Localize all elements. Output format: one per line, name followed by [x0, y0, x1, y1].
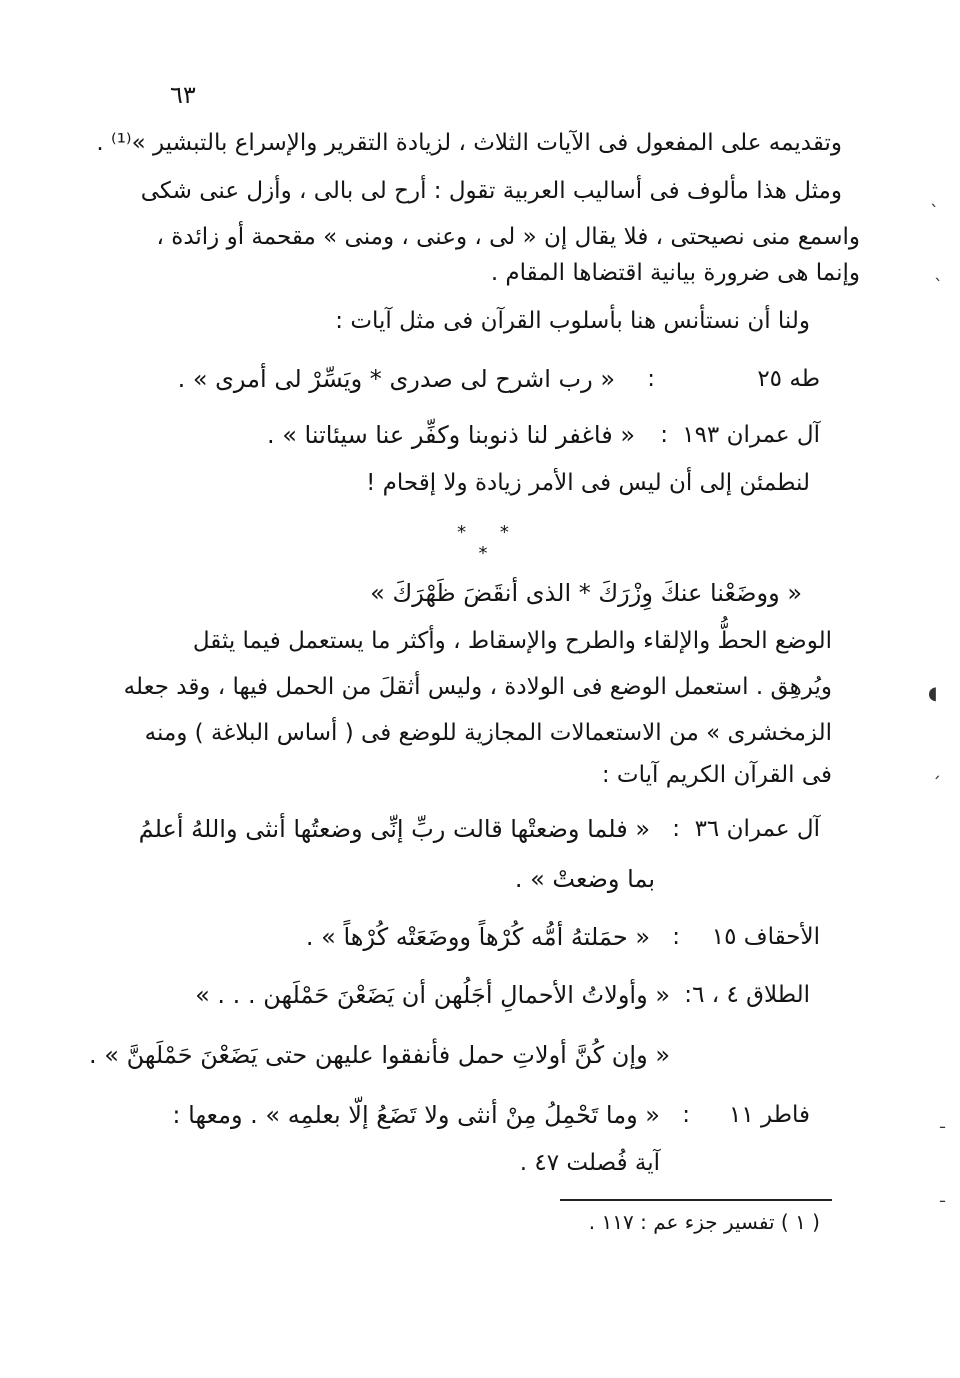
- margin-mark: ◖: [928, 683, 938, 704]
- margin-mark: ˎ: [930, 187, 939, 208]
- citation-verse-continuation: « وإن كُنَّ أولاتِ حمل فأنفقوا عليهن حتى يَضَعْنَ حَمْلَهنَّ » .: [89, 1041, 670, 1069]
- citation-ref: فاطر ١١: [728, 1102, 810, 1128]
- citation-separator: :: [672, 816, 680, 842]
- citation-verse-continuation: بما وضعتْ » .: [514, 865, 655, 893]
- citation-separator: :: [647, 366, 655, 392]
- body-line-9: فى القرآن الكريم آيات :: [601, 762, 832, 788]
- body-line-6: الوضع الحطُّ والإلقاء والطرح والإسقاط ، وأكثر ما يستعمل فيما يثقل: [192, 628, 832, 654]
- margin-mark: ˍ: [938, 1109, 947, 1130]
- citation-verse: « فاغفر لنا ذنوبنا وكفِّر عنا سيئاتنا » .: [266, 421, 635, 449]
- body-line-8: الزمخشرى » من الاستعمالات المجازية للوضع فى ( أساس البلاغة ) ومنه: [144, 720, 832, 746]
- verse-heading: « ووضَعْنا عنكَ وِزْرَكَ * الذى أنقَضَ ظَهْرَكَ »: [370, 579, 802, 607]
- citation-verse: « فلما وضعتْها قالت ربِّ إنِّى وضعتُها أنثى واللهُ أعلمُ: [138, 815, 650, 843]
- citation-separator: :: [682, 1102, 690, 1128]
- page-number: ٦٣: [170, 81, 196, 109]
- citation-verse-continuation: آية فُصلت ٤٧ .: [519, 1150, 660, 1176]
- citation-ref: الطلاق ٤ ، ٦: [692, 982, 810, 1008]
- conclusion-line: لنطمئن إلى أن ليس فى الأمر زيادة ولا إقحام !: [366, 470, 810, 496]
- body-line-5: ولنا أن نستأنس هنا بأسلوب القرآن فى مثل آيات :: [335, 308, 810, 334]
- citation-ref: آل عمران ٣٦: [694, 816, 820, 842]
- body-line-1: وتقديمه على المفعول فى الآيات الثلاث ، لزيادة التقرير والإسراع بالتبشير »⁽¹⁾ .: [96, 130, 842, 156]
- body-line-2: ومثل هذا مألوف فى أساليب العربية تقول : أرح لى بالى ، وأزل عنى شكى: [140, 178, 842, 204]
- citation-ref: طه ٢٥: [757, 366, 820, 392]
- citation-separator: :: [684, 982, 692, 1008]
- citation-separator: :: [672, 924, 680, 950]
- citation-verse: « وما تَحْمِلُ مِنْ أنثى ولا تَضَعُ إلّا بعلمِه » . ومعها :: [172, 1101, 660, 1129]
- citation-verse: « وأولاتُ الأحمالِ أجَلُهن أن يَضَعْنَ حَمْلَهن . . . »: [195, 981, 670, 1009]
- body-line-7: ويُرهِق . استعمل الوضع فى الولادة ، وليس أثقلَ من الحمل فيها ، وقد جعله: [123, 674, 832, 700]
- section-separator: * * *: [457, 522, 523, 564]
- citation-separator: :: [660, 422, 668, 448]
- citation-ref: آل عمران ١٩٣: [682, 422, 820, 448]
- margin-mark: ˏ: [932, 759, 941, 780]
- citation-ref: الأحقاف ١٥: [711, 924, 820, 950]
- margin-mark: ˍ: [938, 1183, 947, 1204]
- body-line-4: وإنما هى ضرورة بيانية اقتضاها المقام .: [490, 260, 860, 286]
- citation-verse: « رب اشرح لى صدرى * ويَسِّرْ لى أمرى » .: [177, 365, 615, 393]
- footnote: ( ١ ) تفسير جزء عم : ١١٧ .: [588, 1210, 820, 1234]
- footnote-divider: [560, 1199, 832, 1201]
- body-line-3: واسمع منى نصيحتى ، فلا يقال إن « لى ، وعنى ، ومنى » مقحمة أو زائدة ،: [156, 224, 860, 250]
- citation-verse: « حمَلتهُ أمُّه كُرْهاً ووضَعَتْه كُرْهاً » .: [305, 923, 650, 951]
- margin-mark: ˎ: [934, 261, 943, 282]
